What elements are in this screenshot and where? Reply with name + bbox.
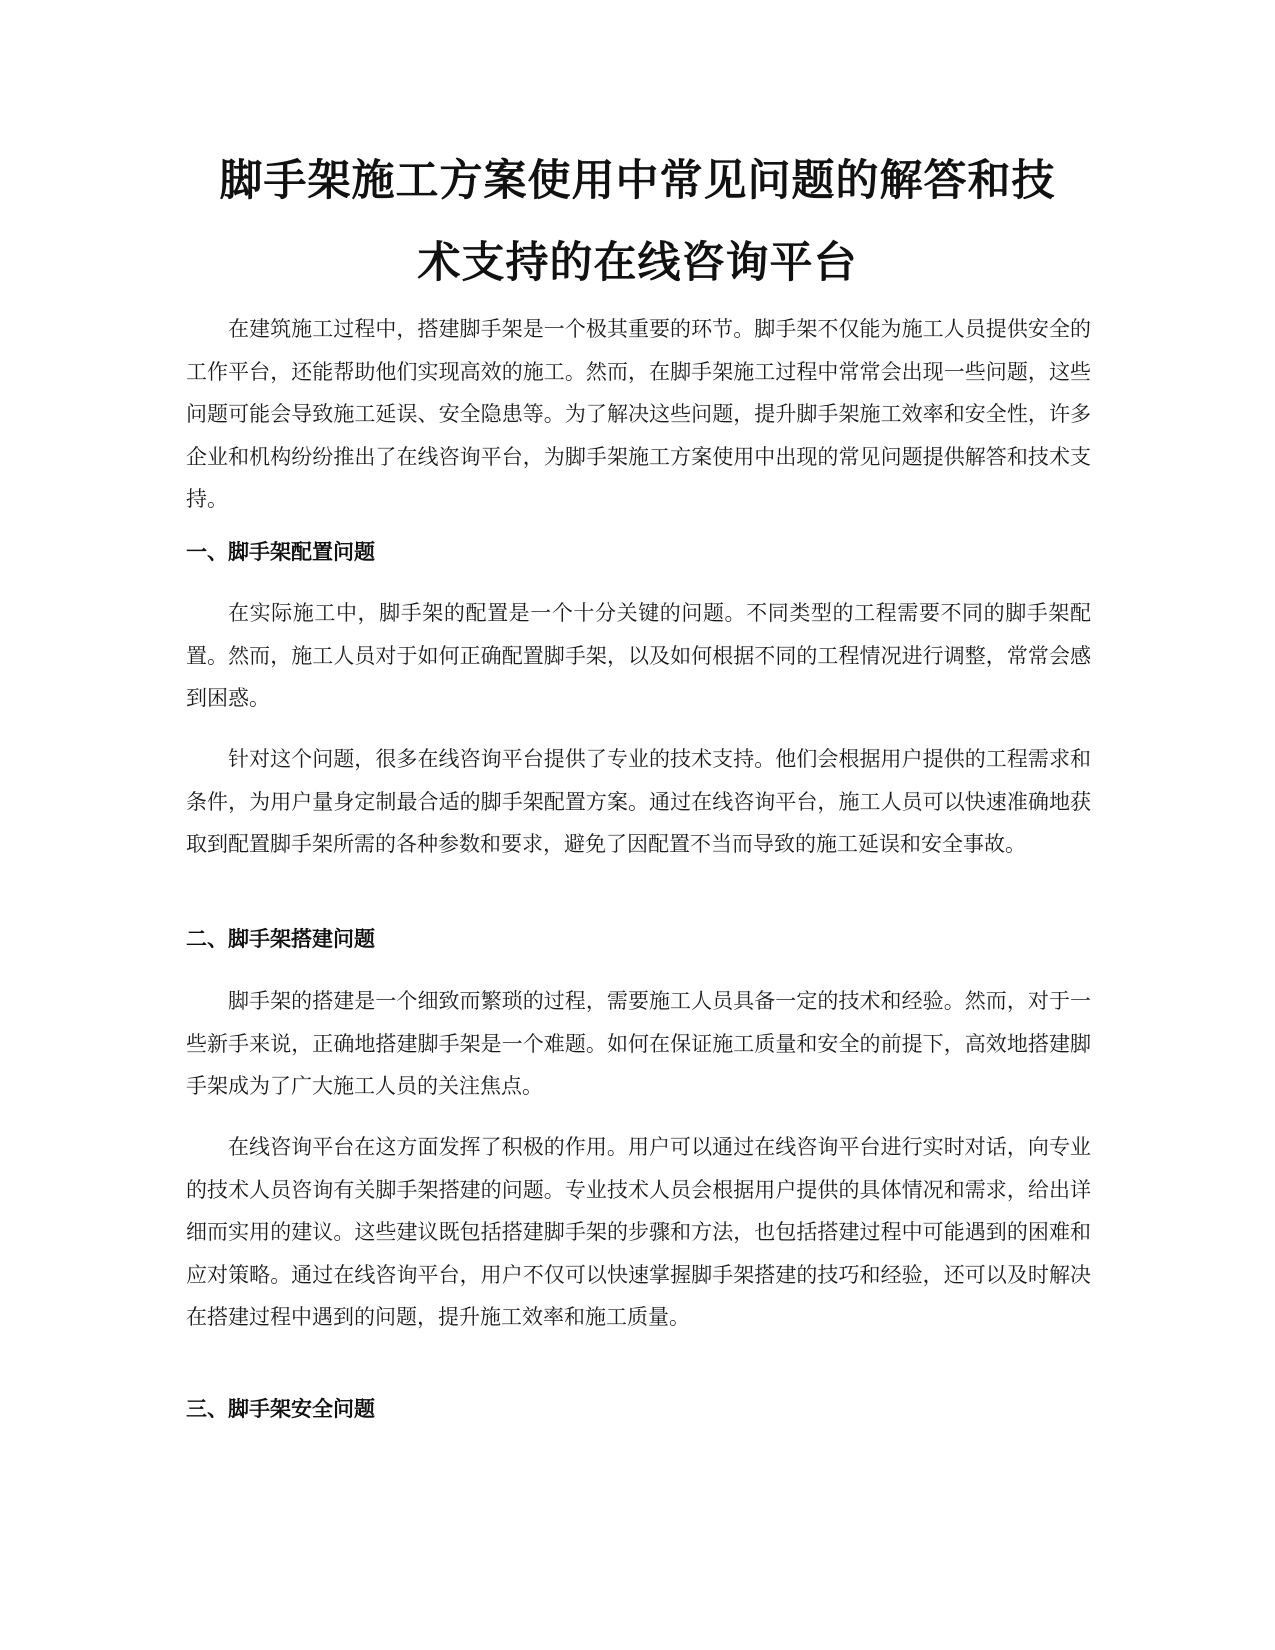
section-1-heading: 一、脚手架配置问题	[186, 540, 375, 564]
title-line-1: 脚手架施工方案使用中常见问题的解答和技	[219, 156, 1056, 206]
intro-paragraph: 在建筑施工过程中，搭建脚手架是一个极其重要的环节。脚手架不仅能为施工人员提供安全的工作平台，还能帮助他们实现高效的施工。然而，在脚手架施工过程中常常会出现一些问题，这些问题可能会导致施工延误、安全隐患等。为了解决这些问题，提升脚手架施工效率和安全性，许多企业和机构纷纷推出了在线咨询平台，为脚手架施工方案使用中出现的常见问题提供解答和技术支持。	[186, 317, 1091, 511]
section-2-paragraph-1: 脚手架的搭建是一个细致而繁琐的过程，需要施工人员具备一定的技术和经验。然而，对于一些新手来说，正确地搭建脚手架是一个难题。如何在保证施工质量和安全的前提下，高效地搭建脚手架成为了广大施工人员的关注焦点。	[186, 989, 1091, 1098]
section-2-paragraph-2: 在线咨询平台在这方面发挥了积极的作用。用户可以通过在线咨询平台进行实时对话，向专业的技术人员咨询有关脚手架搭建的问题。专业技术人员会根据用户提供的具体情况和需求，给出详细而实用的建议。这些建议既包括搭建脚手架的步骤和方法，也包括搭建过程中可能遇到的困难和应对策略。通过在线咨询平台，用户不仅可以快速掌握脚手架搭建的技巧和经验，还可以及时解决在搭建过程中遇到的问题，提升施工效率和施工质量。	[186, 1135, 1091, 1329]
section-2-heading: 二、脚手架搭建问题	[186, 927, 375, 951]
document-title	[150, 140, 1125, 304]
section-3-heading: 三、脚手架安全问题	[186, 1397, 375, 1421]
section-1-paragraph-2: 针对这个问题，很多在线咨询平台提供了专业的技术支持。他们会根据用户提供的工程需求和条件，为用户量身定制最合适的脚手架配置方案。通过在线咨询平台，施工人员可以快速准确地获取到配置脚手架所需的各种参数和要求，避免了因配置不当而导致的施工延误和安全事故。	[186, 747, 1091, 856]
section-1-paragraph-1: 在实际施工中，脚手架的配置是一个十分关键的问题。不同类型的工程需要不同的脚手架配置。然而，施工人员对于如何正确配置脚手架，以及如何根据不同的工程情况进行调整，常常会感到困惑。	[186, 601, 1091, 710]
title-line-2: 术支持的在线咨询平台	[417, 238, 858, 288]
